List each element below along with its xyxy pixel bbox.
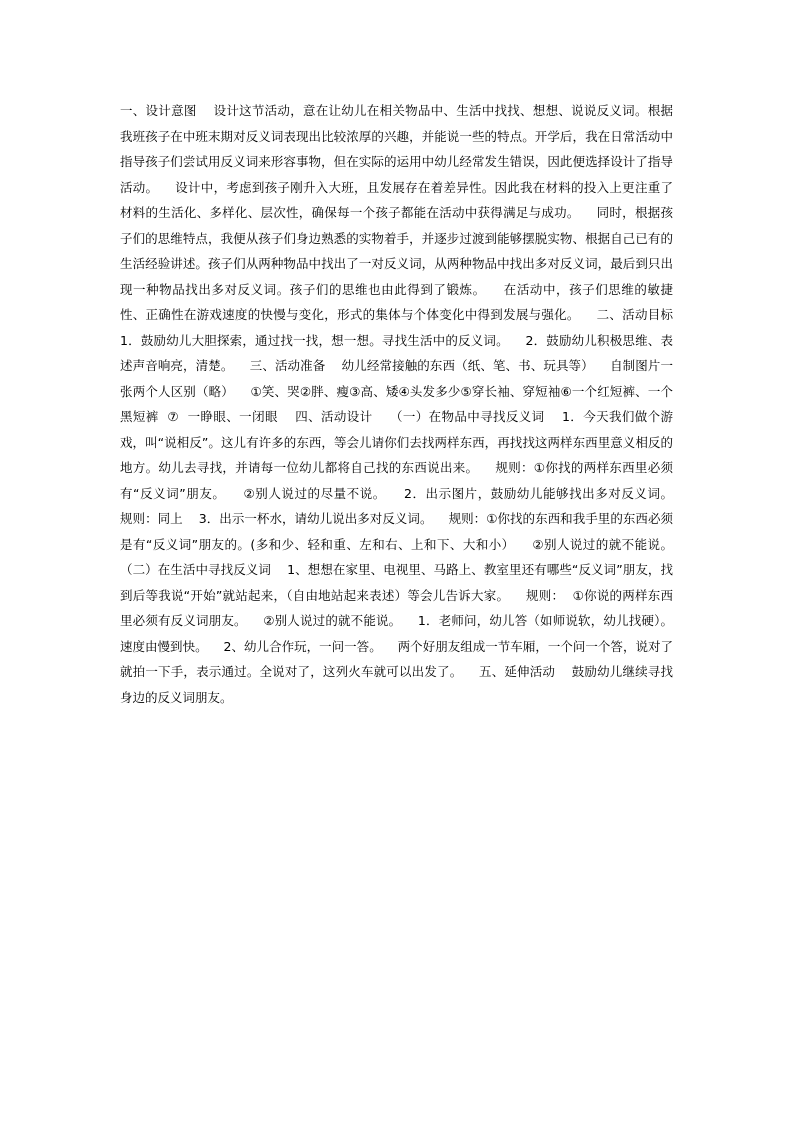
document-body-paragraph: 一、设计意图 设计这节活动，意在让幼儿在相关物品中、生活中找找、想想、说说反义词。根据我班孩子在中班末期对反义词表现出比较浓厚的兴趣，并能说一些的特点。开学后，我在日常活动中指导孩子们尝试用反义词来形容事物，但在实际的运用中幼儿经常发生错误，因此便选择设计了指导活动。 设计中，考虑到孩子刚升入大班，且发展存在着差异性。因此我在材料的投入上更注重了材料的生活化、多样化、层次性，确保每一个孩子都能在活动中获得满足与成功。 同时，根据孩子们的思维特点，我便从孩子们身边熟悉的实物着手，并逐步过渡到能够摆脱实物、根据自己已有的生活经验讲述。孩子们从两种物品中找出了一对反义词，从两种物品中找出多对反义词，最后到只出现一种物品找出多对反义词。孩子们的思维也由此得到了锻炼。 在活动中，孩子们思维的敏捷性、正确性在游戏速度的快慢与变化，形式的集体与个体变化中得到发展与强化。 二、活动目标 1．鼓励幼儿大胆探索，通过找一找，想一想。寻找生活中的反义词。 2．鼓励幼儿积极思维、表述声音响亮，清楚。 三、活动准备 幼儿经常接触的东西（纸、笔、书、玩具等） 自制图片一张两个人区别（略） ①笑、哭②胖、瘦③高、矮④头发多少⑤穿长袖、穿短袖⑥一个红短裤、一个黑短裤 ⑦ 一睁眼、一闭眼 四、活动设计 （一）在物品中寻找反义词 1．今天我们做个游戏，叫“说相反”。这儿有许多的东西，等会儿请你们去找两样东西，再找找这两样东西里意义相反的地方。幼儿去寻找，并请每一位幼儿都将自己找的东西说出来。 规则：①你找的两样东西里必须有“反义词”朋友。 ②别人说过的尽量不说。 2．出示图片，鼓励幼儿能够找出多对反义词。 规则：同上 3．出示一杯水，请幼儿说出多对反义词。 规则：①你找的东西和我手里的东西必须是有“反义词”朋友的。(多和少、轻和重、左和右、上和下、大和小） ②别人说过的就不能说。 （二）在生活中寻找反义词 1、想想在家里、电视里、马路上、教室里还有哪些“反义词”朋友，找到后等我说“开始”就站起来，（自由地站起来表述）等会儿告诉大家。 规则： ①你说的两样东西里必须有反义词朋友。 ②别人说过的就不能说。 1．老师问，幼儿答（如师说软，幼儿找硬）。速度由慢到快。 2、幼儿合作玩，一问一答。 两个好朋友组成一节车厢，一个问一个答，说对了就拍一下手，表示通过。全说对了，这列火车就可以出发了。 五、延伸活动 鼓励幼儿继续寻找身边的反义词朋友。 — [120, 103, 689, 705]
